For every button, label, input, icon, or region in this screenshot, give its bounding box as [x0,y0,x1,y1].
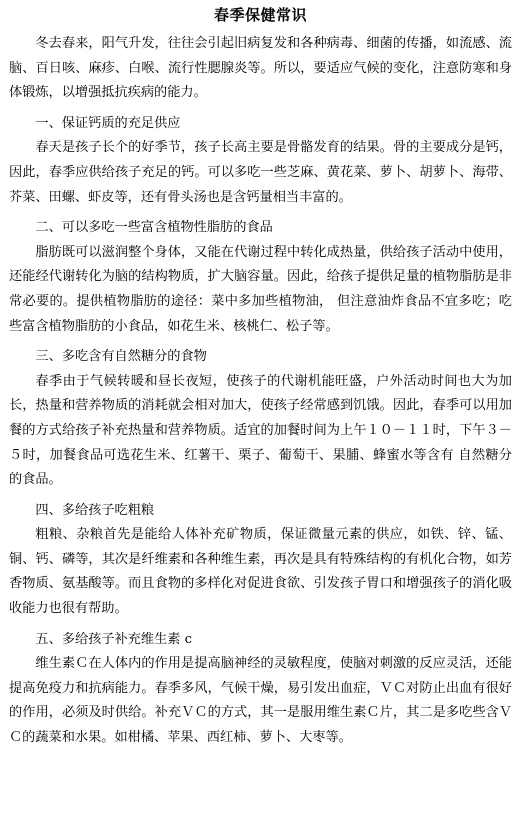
section-1 [9,112,512,210]
section-3 [9,345,512,493]
document-title: 春季保健常识 [213,6,307,24]
section-body: 脂肪既可以滋润整个身体，又能在代谢过程中转化成热量，供给孩子活动中使用，还能经代谢转化为脑的结构物质，扩大脑容量。因此，给孩子提供足量的植物脂肪是非常必要的。提供植物脂肪的途径：菜中多加些植物油， 但注意油炸食品不宜多吃；吃些富含植物脂肪的小食品，如花生米、核桃仁、松子等。 [9,244,512,334]
section-heading: 五、多给孩子补充维生素 c [35,631,193,647]
section-heading: 一、保证钙质的充足供应 [35,115,181,131]
section-4 [9,499,512,622]
section-heading: 三、多吃含有自然糖分的食物 [35,349,207,365]
section-5 [9,628,512,751]
section-2 [9,216,512,339]
section-body: 粗粮、杂粮首先是能给人体补充矿物质，保证微量元素的供应，如铁、锌、锰、铜、钙、磷等，其次是纤维素和各种维生素，再次是具有特殊结构的有机化合物，如芳香物质、氨基酸等。而且食物的多样化对促进食欲、引发孩子胃口和增强孩子的消化吸收能力也很有帮助。 [9,527,512,617]
intro-paragraph: 冬去春来，阳气升发，往往会引起旧病复发和各种病毒、细菌的传播，如流感、流脑、百日咳、麻疹、白喉、流行性腮腺炎等。所以，要适应气候的变化，注意防寒和身体锻炼，以增强抵抗疾病的能力。 [9,36,512,101]
section-heading: 四、多给孩子吃粗粮 [35,502,155,518]
section-body: 春季由于气候转暖和昼长夜短，使孩子的代谢机能旺盛，户外活动时间也大为加长，热量和营养物质的消耗就会相对加大，使孩子经常感到饥饿。因此，春季可以用加餐的方式给孩子补充热量和营养物质。适宜的加餐时间为上午１０－１１时，下午３－５时，加餐食品可选花生米、红薯干、栗子、葡萄干、果脯、蜂蜜水等含有 自然糖分的食品。 [9,373,512,488]
section-heading: 二、可以多吃一些富含植物性脂肪的食品 [35,220,273,236]
section-body: 维生素Ｃ在人体内的作用是提高脑神经的灵敏程度，使脑对刺激的反应灵活，还能提高免疫力和抗病能力。春季多风，气候干燥，易引发出血症，ＶＣ对防止出血有很好的作用，必须及时供给。补充ＶＣ的方式，其一是服用维生素Ｃ片，其二是多吃些含ＶＣ的蔬菜和水果。如柑橘、苹果、西红柿、萝卜、大枣等。 [9,656,512,746]
section-body: 春天是孩子长个的好季节，孩子长高主要是骨骼发育的结果。骨的主要成分是钙，因此，春季应供给孩子充足的钙。可以多吃一些芝麻、黄花菜、萝卜、胡萝卜、海带、芥菜、田螺、虾皮等，还有骨头汤也是含钙量相当丰富的。 [9,140,512,205]
